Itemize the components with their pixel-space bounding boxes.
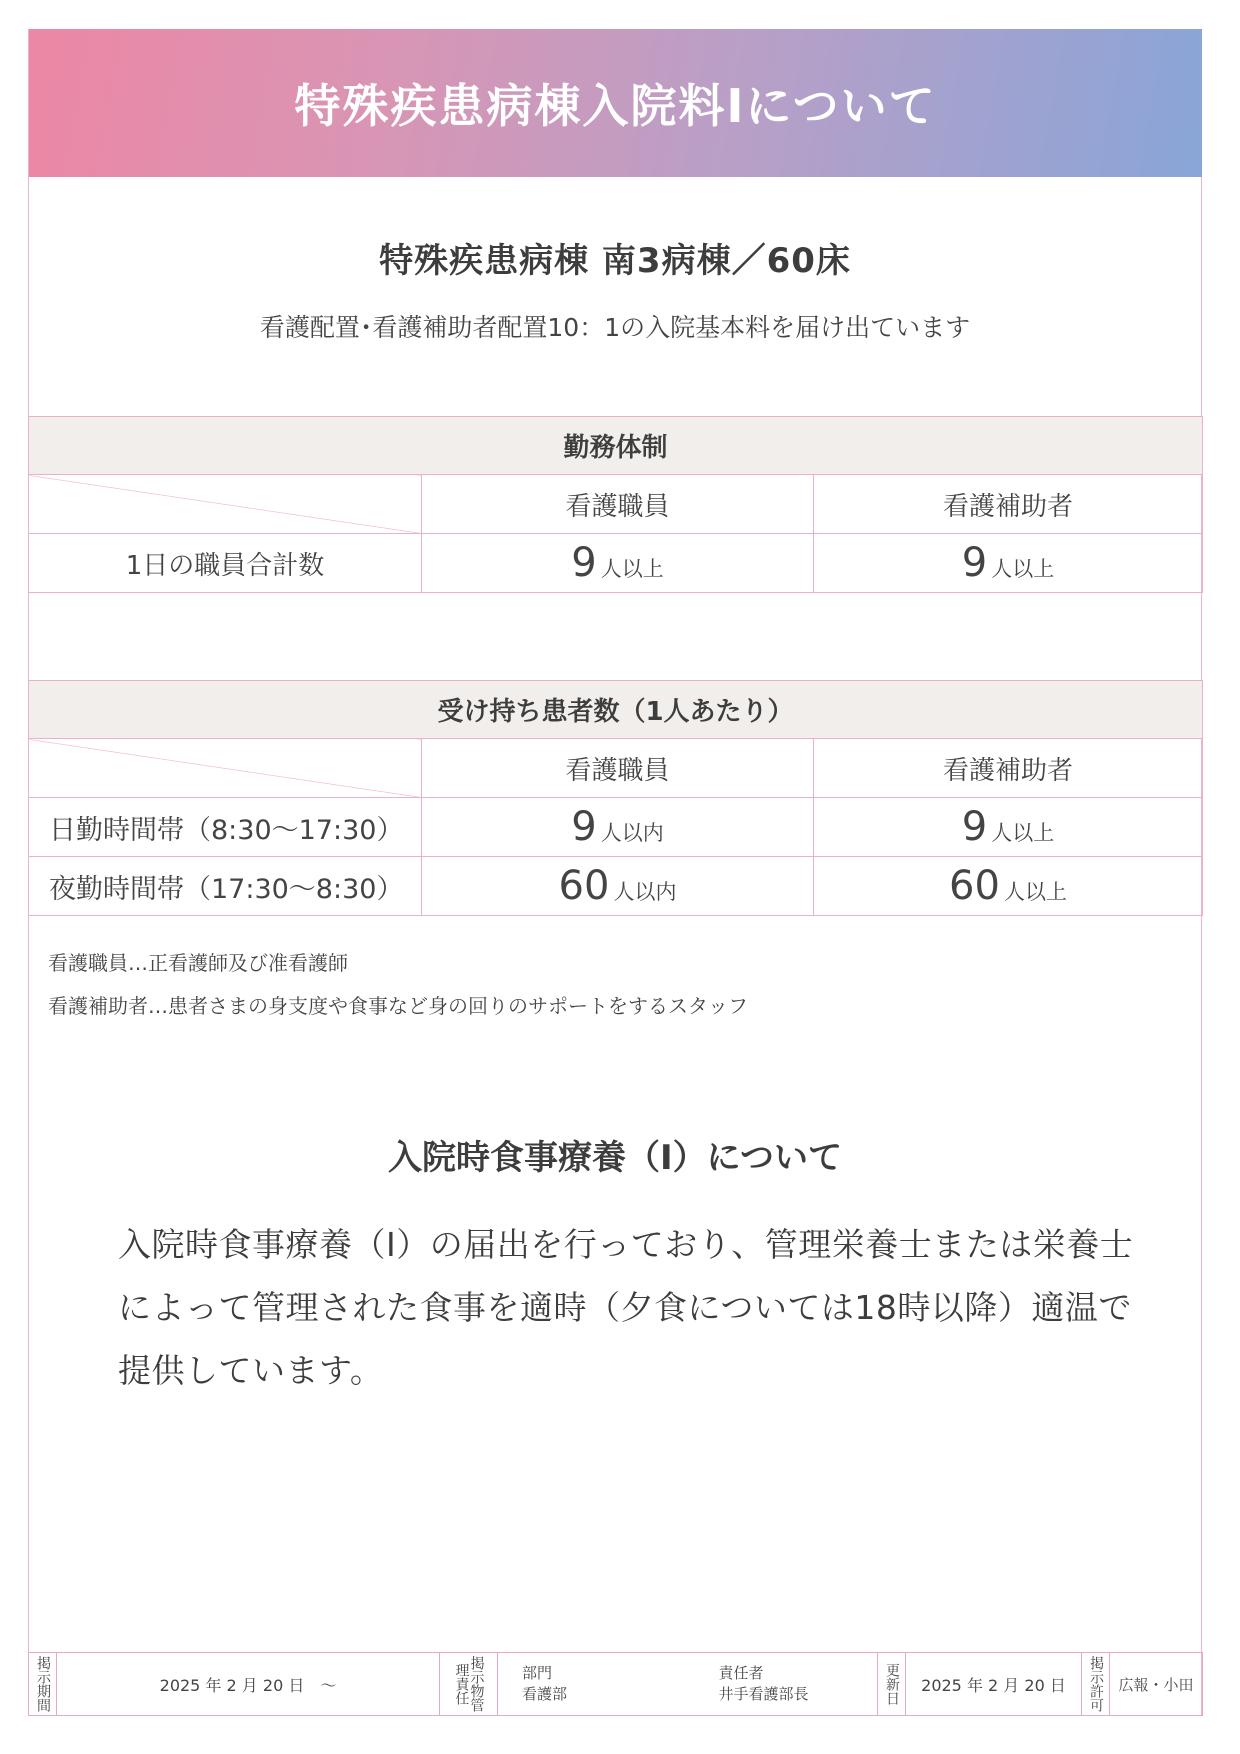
period-label: 掲示期間 <box>35 1656 51 1712</box>
value: 60 <box>558 863 610 909</box>
dept-value: 看護部 <box>522 1685 568 1703</box>
patients-table <box>28 680 1203 916</box>
table-row <box>29 798 1203 857</box>
ward-subtitle: 看護配置･看護補助者配置10：1の入院基本料を届け出ています <box>259 313 971 342</box>
patients-table-header-row <box>29 681 1203 739</box>
aide-count-cell <box>814 798 1203 857</box>
updated-label-cell <box>878 1653 906 1716</box>
column-header-aide: 看護補助者 <box>814 739 1203 798</box>
staffing-table <box>28 416 1203 593</box>
unit: 人以上 <box>991 821 1055 845</box>
value: 9 <box>961 804 988 850</box>
value: 9 <box>571 804 597 850</box>
department-person-cell <box>498 1653 878 1716</box>
updated-label: 更新日 <box>884 1663 900 1705</box>
period-label-cell <box>29 1653 57 1716</box>
permit-label-cell <box>1082 1653 1110 1716</box>
manager-label-cell <box>440 1653 498 1716</box>
staffing-table-header: 勤務体制 <box>29 417 1203 475</box>
row-label: 夜勤時間帯（17:30〜8:30） <box>29 857 422 916</box>
note-aide: 看護補助者…患者さまの身支度や食事など身の回りのサポートをするスタッフ <box>48 994 748 1018</box>
dept-label: 部門 <box>522 1664 553 1682</box>
unit: 人以内 <box>613 880 677 904</box>
person-label: 責任者 <box>718 1664 764 1682</box>
meal-section-title: 入院時食事療養（I）について <box>388 1138 842 1178</box>
period-value: 2025 年 2 月 20 日 ～ <box>57 1653 440 1716</box>
row-label: 日勤時間帯（8:30〜17:30） <box>29 798 422 857</box>
unit: 人以内 <box>600 821 664 845</box>
diagonal-corner-cell <box>29 475 422 534</box>
permit-label: 掲示許可 <box>1088 1656 1104 1712</box>
patients-table-header: 受け持ち患者数（1人あたり） <box>29 681 1203 739</box>
unit: 人以上 <box>600 557 664 581</box>
person-block <box>695 1663 878 1705</box>
staffing-table-header-row <box>29 417 1203 475</box>
table-row <box>29 534 1203 593</box>
manager-label: 掲示物管理責任 <box>453 1656 485 1712</box>
unit: 人以上 <box>1003 880 1067 904</box>
table-row <box>29 857 1203 916</box>
person-value: 井手看護部長 <box>718 1685 809 1703</box>
permit-value: 広報・小田 <box>1110 1653 1203 1716</box>
title-banner <box>29 29 1202 177</box>
nurse-count-cell <box>422 798 814 857</box>
meal-section-body: 入院時食事療養（I）の届出を行っており、管理栄養士または栄養士によって管理された食事を適時（夕食については18時以降）適温で提供しています。 <box>118 1225 1134 1390</box>
ward-title: 特殊疾患病棟 南3病棟／60床 <box>379 241 851 281</box>
note-nurse: 看護職員…正看護師及び准看護師 <box>48 951 348 975</box>
updated-value: 2025 年 2 月 20 日 <box>906 1653 1082 1716</box>
row-label: 1日の職員合計数 <box>29 534 422 593</box>
aide-count-cell <box>814 534 1203 593</box>
value: 9 <box>571 540 597 586</box>
column-header-nurse: 看護職員 <box>422 739 814 798</box>
unit: 人以上 <box>991 557 1055 581</box>
definitions-notes <box>48 942 748 1028</box>
diagonal-corner-cell <box>29 739 422 798</box>
staffing-table-column-row <box>29 475 1203 534</box>
nurse-count-cell <box>422 857 814 916</box>
value: 60 <box>949 863 1000 909</box>
column-header-nurse: 看護職員 <box>422 475 814 534</box>
value: 9 <box>961 540 988 586</box>
page-title: 特殊疾患病棟入院料Iについて <box>294 79 937 133</box>
column-header-aide: 看護補助者 <box>814 475 1203 534</box>
posting-info-footer <box>28 1652 1203 1716</box>
aide-count-cell <box>814 857 1203 916</box>
patients-table-column-row <box>29 739 1203 798</box>
department-block <box>498 1663 695 1705</box>
nurse-count-cell <box>422 534 814 593</box>
